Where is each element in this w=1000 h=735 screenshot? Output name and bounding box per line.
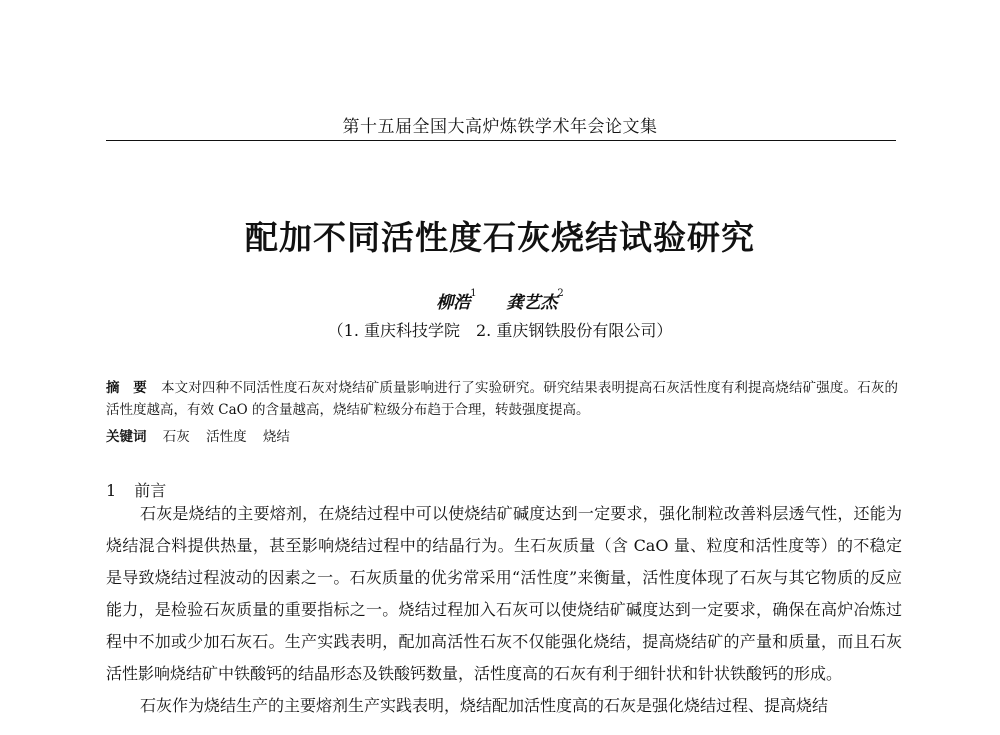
section-number: 1 — [106, 481, 117, 500]
keywords-label: 关键词 — [106, 429, 147, 445]
header-rule — [106, 140, 896, 141]
abstract-label: 摘 要 — [106, 380, 147, 396]
author-affil-marker: 2 — [557, 288, 564, 299]
affiliation-line: （1. 重庆科技学院 2. 重庆钢铁股份有限公司） — [327, 321, 673, 340]
abstract — [106, 377, 898, 421]
author-name: 柳浩 — [436, 293, 471, 313]
abstract-text: 本文对四种不同活性度石灰对烧结矿质量影响进行了实验研究。研究结果表明提高石灰活性度有利提高烧结矿强度。石灰的活性度越高，有效 CaO 的含量越高，烧结矿粒级分布趋于合理，转鼓强度提高。 — [106, 380, 899, 418]
paper-title: 配加不同活性度石灰烧结试验研究 — [245, 218, 755, 257]
author-affil-marker: 1 — [470, 288, 477, 299]
keywords — [106, 426, 898, 448]
author-name: 龚艺杰 — [506, 293, 558, 313]
author-list — [0, 288, 1000, 313]
body-paragraph: 石灰作为烧结生产的主要熔剂生产实践表明，烧结配加活性度高的石灰是强化烧结过程、提高烧结 — [140, 696, 829, 715]
body-paragraph: 石灰是烧结的主要熔剂，在烧结过程中可以使烧结矿碱度达到一定要求，强化制粒改善料层透气性，还能为烧结混合料提供热量，甚至影响烧结过程中的结晶行为。生石灰质量（含 CaO 量、粒度和活性度等）的不稳定是导致烧结过程波动的因素之一。石灰质量的优劣常采用“活性度”来衡量，活性度体现了石灰与其它物质的反应能力，是检验石灰质量的重要指标之一。烧结过程加入石灰可以使烧结矿碱度达到一定要求，确保在高炉冶炼过程中不加或少加石灰石。生产实践表明，配加高活性石灰不仅能强化烧结，提高烧结矿的产量和质量，而且石灰活性影响烧结矿中铁酸钙的结晶形态及铁酸钙数量，活性度高的石灰有利于细针状和针状铁酸钙的形成。 — [106, 504, 902, 683]
running-header: 第十五届全国大高炉炼铁学术年会论文集 — [342, 117, 658, 137]
keyword: 烧结 — [262, 429, 290, 445]
keyword: 活性度 — [206, 429, 247, 445]
body-text — [106, 498, 902, 722]
section-title: 前言 — [134, 481, 167, 500]
keyword: 石灰 — [162, 429, 190, 445]
